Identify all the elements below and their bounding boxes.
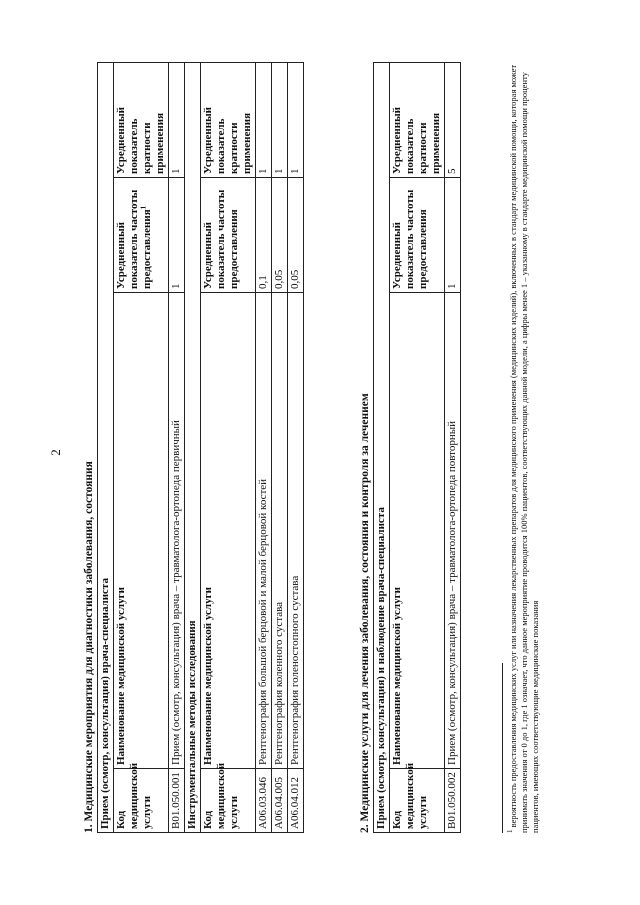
service-freq: 1	[445, 178, 461, 293]
group-row	[98, 62, 114, 832]
page-number: 2	[48, 449, 63, 456]
service-mult: 1	[256, 62, 272, 177]
footnote-marker: 1	[506, 829, 515, 833]
service-name: Рентгенография коленного сустава	[272, 293, 288, 769]
service-code: A06.03.046	[256, 769, 272, 833]
footnote-text: вероятность предоставления медицинских услуг или назначения лекарственных препаратов для медицинского применения (медицинских изделий), включенных в стандарт медицинской помощи, которая может принимать значения от 0 до 1, где 1 означает, что данное мероприятие проводится 100% пациентов, соответствующих данной модели, а цифры менее 1 – указанному в стандарте медицинской помощи проценту пациентов, имеющих соответствующие медицинские показания	[508, 64, 540, 833]
group-title-specialist-observation: Прием (осмотр, консультация) и наблюдение врача-специалиста	[374, 62, 390, 832]
header-row	[201, 62, 256, 832]
service-mult: 1	[288, 62, 304, 177]
header-freq: Усредненный показатель частоты предоставления	[201, 178, 256, 293]
group-title-instrumental-methods: Инструментальные методы исследования	[185, 62, 201, 832]
document-page	[40, 40, 600, 865]
footnote-reference: 1	[139, 205, 148, 210]
service-freq: 0,05	[288, 178, 304, 293]
table-row	[445, 62, 461, 832]
header-freq	[114, 178, 169, 293]
table-row	[272, 62, 288, 832]
header-row	[114, 62, 169, 832]
header-mult: Усредненный показатель кратности применения	[390, 62, 445, 177]
service-mult: 1	[169, 62, 185, 177]
service-code: B01.050.001	[169, 769, 185, 833]
service-freq: 1	[169, 178, 185, 293]
header-freq: Усредненный показатель частоты предоставления	[390, 178, 445, 293]
header-name: Наименование медицинской услуги	[114, 293, 169, 769]
header-mult: Усредненный показатель кратности применения	[201, 62, 256, 177]
table-row	[288, 62, 304, 832]
table-row	[256, 62, 272, 832]
service-freq: 0,05	[272, 178, 288, 293]
header-mult: Усредненный показатель кратности применения	[114, 62, 169, 177]
service-name: Прием (осмотр, консультация) врача – травматолога-ортопеда повторный	[445, 293, 461, 769]
group-row	[374, 62, 390, 832]
service-code: A06.04.012	[288, 769, 304, 833]
service-name: Прием (осмотр, консультация) врача – травматолога-ортопеда первичный	[169, 293, 185, 769]
service-freq: 0,1	[256, 178, 272, 293]
section-2-title: 2. Медицинские услуги для лечения заболевания, состояния и контроля за лечением	[359, 393, 371, 833]
footnote	[508, 63, 541, 833]
service-mult: 5	[445, 62, 461, 177]
section-1-title: 1. Медицинские мероприятия для диагностики заболевания, состояния	[83, 461, 95, 833]
service-name: Рентгенография большой берцовой и малой берцовой костей	[256, 293, 272, 769]
group-row	[185, 62, 201, 832]
footnote-divider	[502, 663, 503, 833]
service-code: A06.04.005	[272, 769, 288, 833]
table-row	[169, 62, 185, 832]
header-code: Код медицинской услуги	[201, 769, 256, 833]
group-title-specialist-consultation: Прием (осмотр, консультация) врача-специалиста	[98, 62, 114, 832]
header-row	[390, 62, 445, 832]
diagnostics-table	[97, 62, 304, 833]
service-code: B01.050.002	[445, 769, 461, 833]
header-name: Наименование медицинской услуги	[390, 293, 445, 769]
service-name: Рентгенография голеностопного сустава	[288, 293, 304, 769]
treatment-table	[373, 62, 461, 833]
header-name: Наименование медицинской услуги	[201, 293, 256, 769]
header-code: Код медицинской услуги	[390, 769, 445, 833]
header-code: Код медицинской услуги	[114, 769, 169, 833]
service-mult: 1	[272, 62, 288, 177]
header-freq-text: Усредненный показатель частоты предоставления	[115, 189, 153, 289]
rotated-content	[40, 40, 600, 865]
